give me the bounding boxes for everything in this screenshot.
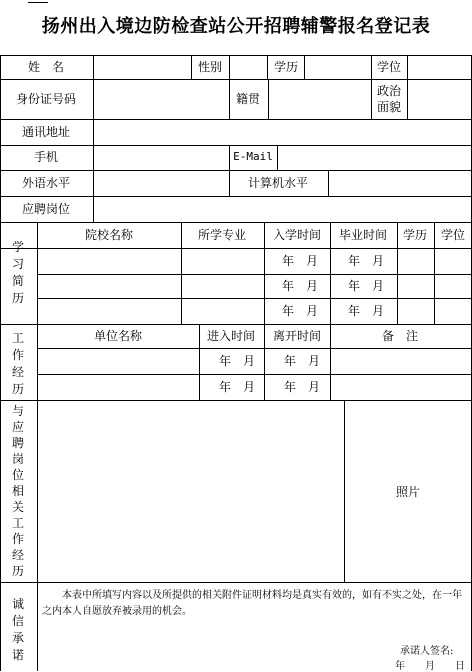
- foreign-language-label: 外语水平: [21, 176, 71, 190]
- degree-label: 学位: [376, 60, 402, 74]
- photo-label: 照片: [395, 485, 421, 499]
- political-status-label-line1: 政治: [376, 84, 402, 98]
- name-label: 姓 名: [27, 60, 65, 74]
- native-place-label: 籍贯: [235, 92, 261, 106]
- study-row1-end-date: 年 月: [347, 254, 385, 268]
- study-header-major: 所学专业: [197, 228, 247, 242]
- signature-date: 年 月 日: [395, 661, 465, 672]
- study-row3-start-date: 年 月: [281, 304, 319, 318]
- signature-label: 承诺人签名:: [400, 646, 454, 657]
- work-header-end: 离开时间: [272, 329, 322, 343]
- pledge-text: 本表中所填写内容以及所提供的相关附件证明材料均是真实有效的，如有不实之处，在一年之内本人自愿放弃被录用的机会。: [42, 590, 462, 617]
- work-row1-start-date: 年 月: [218, 354, 256, 368]
- work-row2-end-date: 年 月: [283, 380, 321, 394]
- study-header-education: 学历: [402, 228, 428, 242]
- study-header-start: 入学时间: [272, 228, 322, 242]
- gender-label: 性别: [197, 60, 223, 74]
- work-header-company: 单位名称: [93, 329, 143, 343]
- pledge-section-label: 诚 信 承 诺: [11, 597, 24, 662]
- position-label: 应聘岗位: [21, 202, 71, 216]
- study-header-degree: 学位: [440, 228, 466, 242]
- work-row2-start-date: 年 月: [218, 380, 256, 394]
- study-header-school: 院校名称: [84, 228, 134, 242]
- email-label: E-Mail: [233, 150, 273, 163]
- computer-level-label: 计算机水平: [247, 176, 309, 190]
- study-row2-end-date: 年 月: [347, 279, 385, 293]
- form-title: 扬州出入境边防检查站公开招聘辅警报名登记表: [41, 16, 431, 37]
- political-status-label-line2: 面貌: [376, 100, 402, 114]
- phone-label: 手机: [33, 150, 59, 164]
- work-row1-end-date: 年 月: [283, 354, 321, 368]
- work-header-start: 进入时间: [206, 329, 256, 343]
- study-row2-start-date: 年 月: [281, 279, 319, 293]
- education-label: 学历: [273, 60, 299, 74]
- work-section-label: 工 作 经 历: [11, 331, 24, 396]
- work-header-remarks: 备 注: [381, 329, 419, 343]
- study-section-label: 学 习 简 历: [11, 240, 24, 305]
- study-row1-start-date: 年 月: [281, 254, 319, 268]
- study-header-end: 毕业时间: [338, 228, 388, 242]
- study-row3-end-date: 年 月: [347, 304, 385, 318]
- address-label: 通讯地址: [21, 125, 71, 139]
- related-experience-section-label: 与 应 聘 岗 位 相 关 工 作 经 历: [11, 404, 24, 578]
- id-number-label: 身份证号码: [15, 92, 77, 106]
